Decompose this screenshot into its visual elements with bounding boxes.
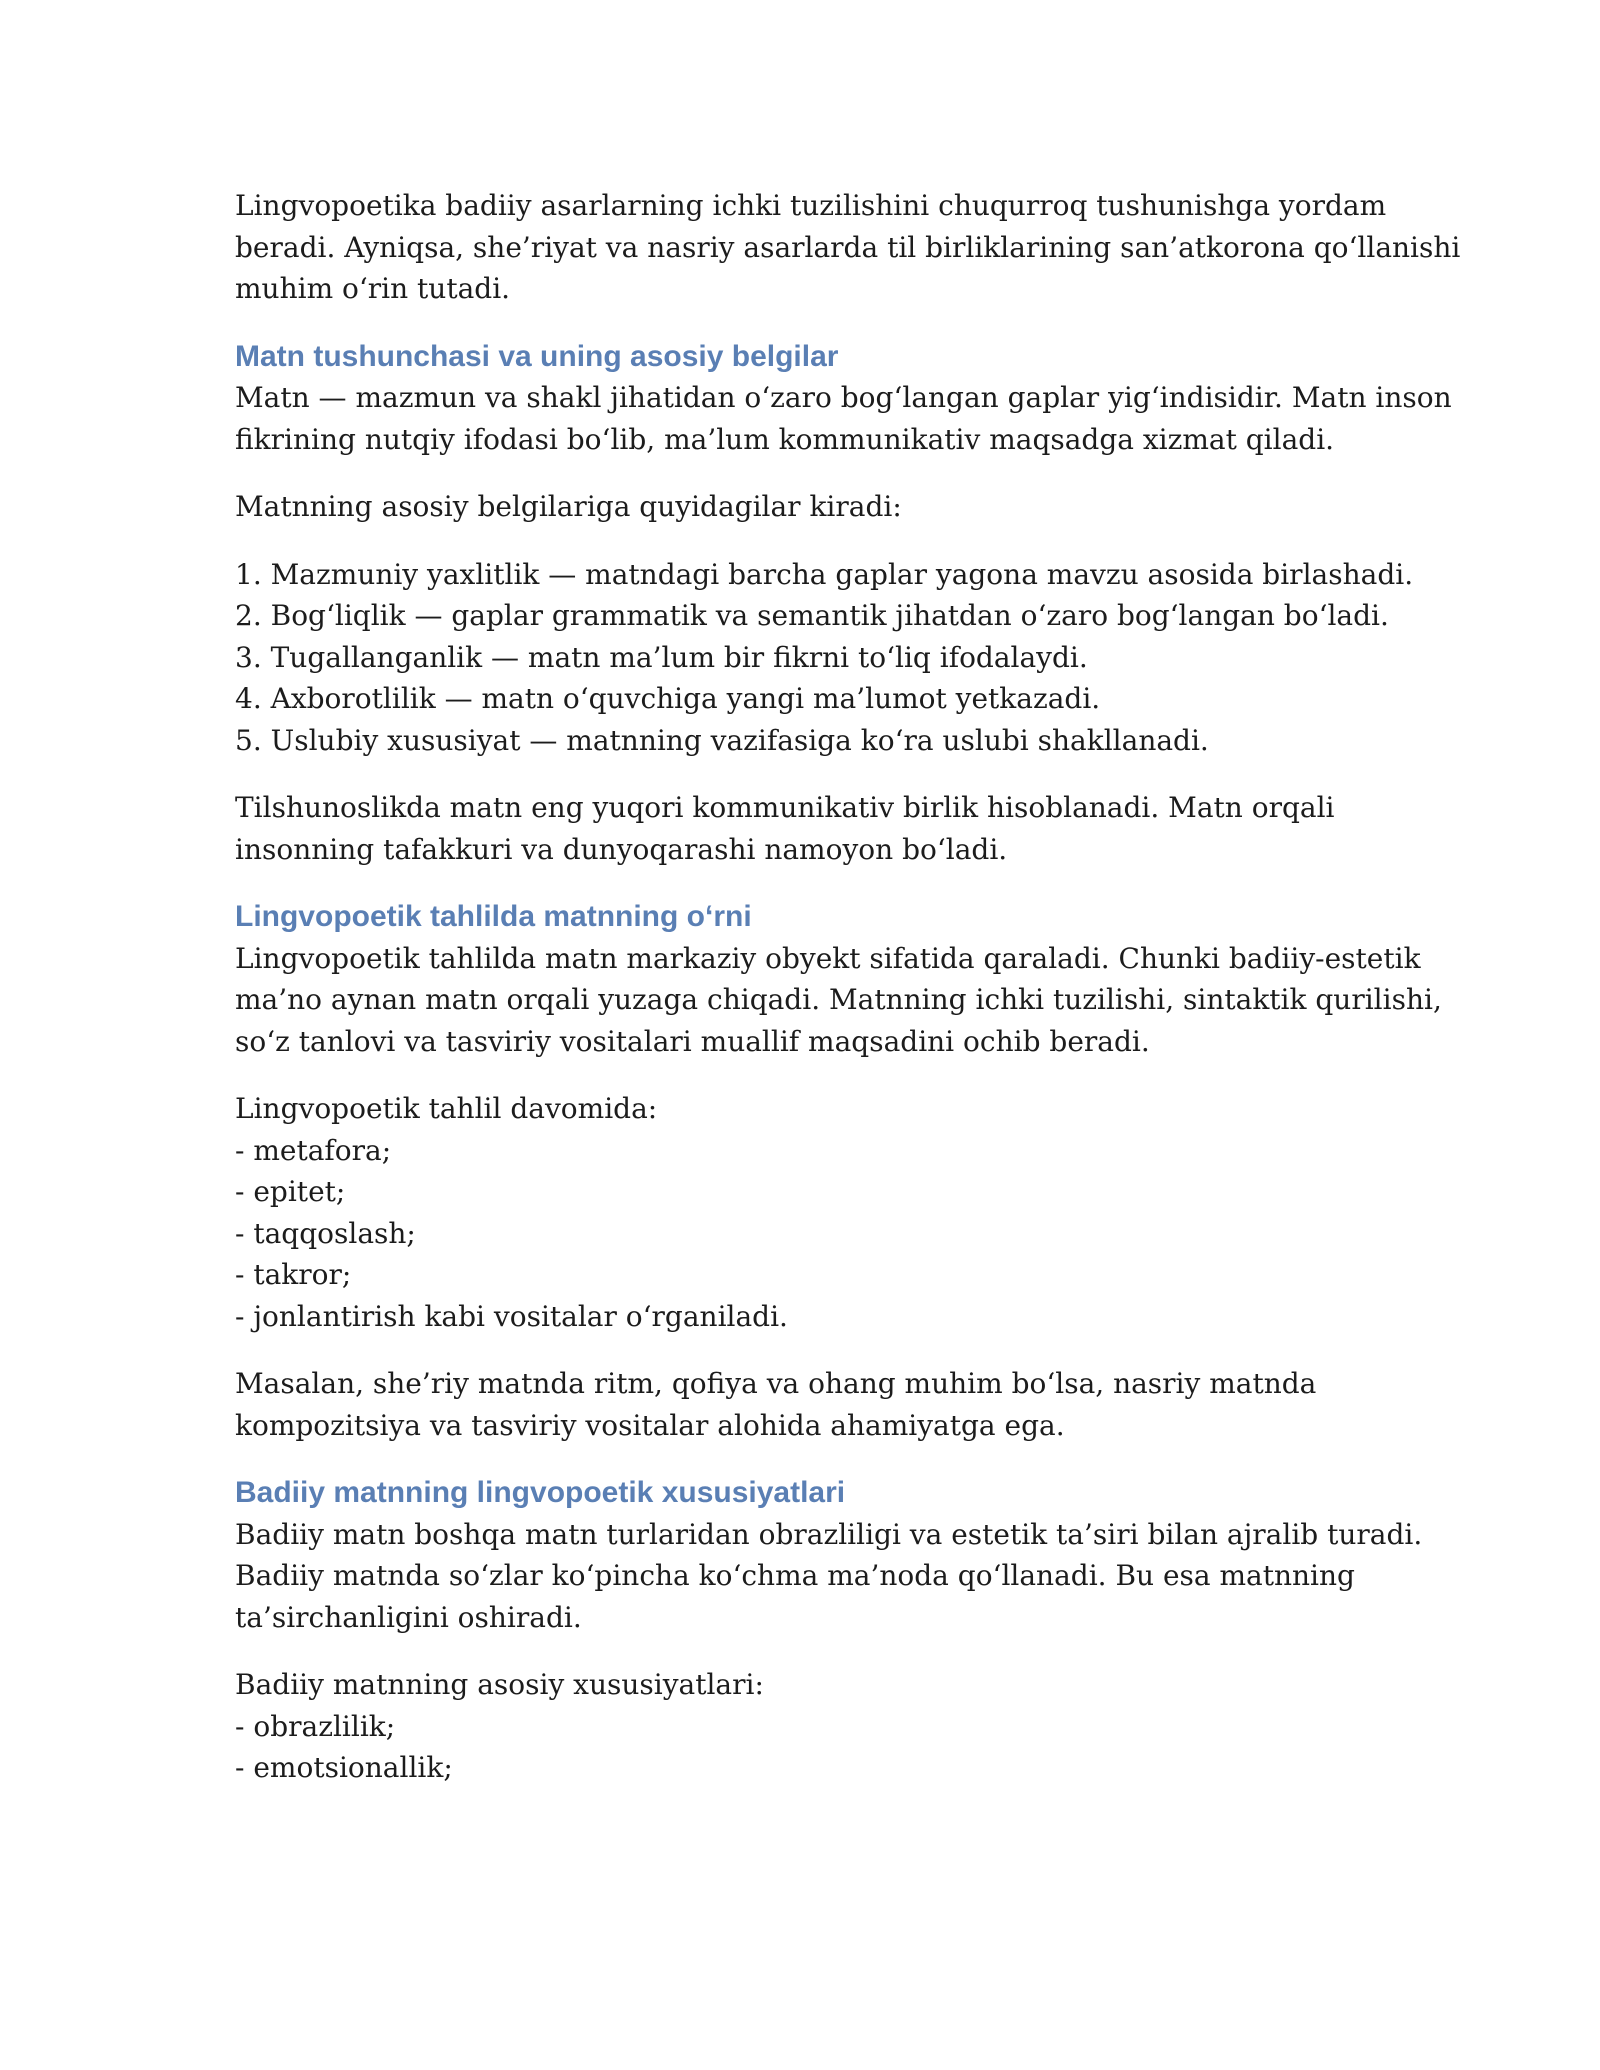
section-heading: Lingvopoetik tahlilda matnning o‘rni [235, 900, 752, 933]
list-item: - jonlantirish kabi vositalar o‘rganiladi. [235, 1299, 788, 1333]
text-line: Lingvopoetika badiiy asarlarning ichki tuzilishini chuqurroq tushunishga yordam [235, 189, 1387, 222]
paragraph [235, 1514, 1423, 1639]
text-line: ta’sirchanligini oshiradi. [235, 1600, 582, 1634]
list-item: - takror; [235, 1258, 352, 1291]
text-line: Masalan, she’riy matnda ritm, qofiya va ohang muhim bo‘lsa, nasriy matnda [235, 1367, 1317, 1400]
list-intro: Lingvopoetik tahlil davomida: [235, 1092, 658, 1125]
bullet-list [235, 1088, 1365, 1337]
text-line: beradi. Ayniqsa, she’riyat va nasriy asarlarda til birliklarining san’atkorona qo‘llanishi [235, 230, 1461, 264]
text-line: Badiiy matnda so‘zlar ko‘pincha ko‘chma ma’noda qo‘llanadi. Bu esa matnning [235, 1559, 1355, 1592]
list-item: 2. Bog‘liqlik — gaplar grammatik va semantik jihatdan o‘zaro bog‘langan bo‘ladi. [235, 599, 1389, 632]
section-matn-tushunchasi [235, 336, 1452, 871]
text-line: ma’no aynan matn orqali yuzaga chiqadi. Matnning ichki tuzilishi, sintaktik qurilishi, [235, 983, 1442, 1016]
text-line: Badiiy matn boshqa matn turlaridan obrazliligi va estetik ta’siri bilan ajralib turadi. [235, 1517, 1423, 1551]
bullet-list [235, 1664, 1365, 1789]
list-item: - obrazlilik; [235, 1709, 396, 1743]
section-lingvopoetik-tahlil [235, 896, 1442, 1446]
list-item: 3. Tugallanganlik — matn ma’lum bir fikrni to‘liq ifodalaydi. [235, 640, 1088, 674]
text-line: fikrining nutqiy ifodasi bo‘lib, ma’lum kommunikativ maqsadga xizmat qiladi. [235, 422, 1335, 456]
paragraph [235, 787, 1365, 870]
text-line: so‘z tanlovi va tasviriy vositalari muallif maqsadini ochib beradi. [235, 1024, 1150, 1058]
section-badiiy-matn [235, 1472, 1423, 1789]
document-page [235, 185, 1461, 1815]
list-item: - taqqoslash; [235, 1216, 416, 1250]
text-line: Tilshunoslikda matn eng yuqori kommunikativ birlik hisoblanadi. Matn orqali [235, 791, 1335, 824]
numbered-list [235, 554, 1414, 762]
text-line: insonning tafakkuri va dunyoqarashi namoyon bo‘ladi. [235, 832, 1008, 866]
text-line: Matn — mazmun va shakl jihatidan o‘zaro bog‘langan gaplar yig‘indisidir. Matn inson [235, 381, 1452, 414]
text-line: Lingvopoetik tahlilda matn markaziy obyekt sifatida qaraladi. Chunki badiiy-estetik [235, 941, 1421, 975]
section-heading: Badiiy matnning lingvopoetik xususiyatlari [235, 1476, 846, 1509]
paragraph [235, 377, 1452, 460]
list-item: - epitet; [235, 1175, 346, 1208]
list-item: 5. Uslubiy xususiyat — matnning vazifasiga ko‘ra uslubi shakllanadi. [235, 723, 1209, 757]
text-line: kompozitsiya va tasviriy vositalar alohida ahamiyatga ega. [235, 1408, 1065, 1442]
list-item: - metafora; [235, 1133, 392, 1167]
paragraph [235, 938, 1442, 1063]
list-intro: Badiiy matnning asosiy xususiyatlari: [235, 1668, 764, 1701]
list-item: - emotsionallik; [235, 1751, 453, 1784]
text-line: Matnning asosiy belgilariga quyidagilar kiradi: [235, 490, 902, 523]
intro-paragraph [235, 185, 1461, 310]
list-item: 4. Axborotlilik — matn o‘quvchiga yangi ma’lumot yetkazadi. [235, 682, 1101, 715]
text-line: muhim o‘rin tutadi. [235, 272, 511, 305]
paragraph [235, 1363, 1365, 1446]
list-item: 1. Mazmuniy yaxlitlik — matndagi barcha gaplar yagona mavzu asosida birlashadi. [235, 557, 1414, 591]
paragraph [235, 486, 1365, 528]
section-heading: Matn tushunchasi va uning asosiy belgilar [235, 339, 839, 373]
